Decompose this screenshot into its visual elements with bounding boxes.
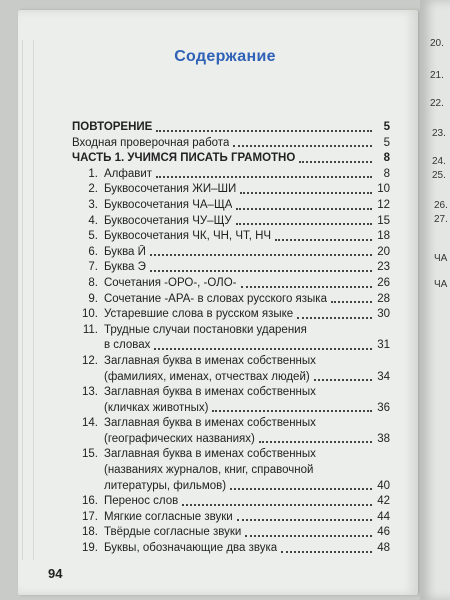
toc-item-number: 7.: [88, 261, 98, 274]
toc-items: [72, 167, 390, 557]
toc-item-number: 3.: [88, 198, 98, 211]
toc-item-page: 8: [383, 167, 390, 180]
toc-item-number: 1.: [88, 167, 98, 180]
toc-item-label: Буквосочетания ЧК, ЧН, ЧТ, НЧ: [104, 230, 272, 243]
leader-dots: [314, 379, 372, 381]
toc-item: [72, 198, 390, 214]
toc-item: [72, 276, 390, 292]
toc-item: [72, 307, 390, 323]
toc-entry-label: Входная проверочная работа: [72, 136, 230, 149]
toc-item-label: Алфавит: [104, 167, 153, 180]
toc-item-label: Заглавная буква в именах собственных: [104, 354, 316, 367]
leader-dots: [230, 488, 372, 490]
right-page-fragment: 23.: [432, 128, 446, 139]
toc-item: [72, 260, 390, 276]
page-number: 94: [48, 566, 63, 581]
toc-item-label: (кличках животных): [104, 401, 209, 414]
toc-item-label: (названиях журналов, книг, справочной: [104, 464, 314, 477]
toc-item-page: 44: [377, 510, 390, 523]
toc-item-number: 4.: [88, 214, 98, 227]
toc-item-continuation: [72, 370, 390, 386]
toc-item-label: литературы, фильмов): [104, 479, 227, 492]
toc-item-number: 19.: [82, 542, 98, 555]
toc-item: [72, 323, 390, 339]
leader-dots: [236, 208, 372, 210]
right-page-fragment: 24.: [432, 156, 446, 167]
toc-item-label: Заглавная буква в именах собственных: [104, 417, 316, 430]
toc-item-continuation: [72, 463, 390, 479]
toc-item-label: в словах: [104, 339, 151, 352]
toc-entry-page: 8: [383, 152, 390, 165]
toc-item-label: Трудные случаи постановки ударения: [104, 323, 307, 336]
toc-item-continuation: [72, 401, 390, 417]
toc-item-page: 42: [377, 495, 390, 508]
toc-item-page: 18: [377, 230, 390, 243]
toc-item-page: 26: [377, 276, 390, 289]
toc-item-number: 5.: [88, 230, 98, 243]
toc-item-label: Заглавная буква в именах собственных: [104, 386, 316, 399]
right-page-fragment: ЧА: [434, 279, 448, 290]
toc-item-number: 13.: [82, 386, 98, 399]
right-page-fragment: 27.: [434, 214, 448, 225]
toc-item: [72, 385, 390, 401]
toc-item-page: 31: [377, 339, 390, 352]
right-page-fragment: 20.: [430, 38, 444, 49]
toc-item: [72, 182, 390, 198]
leader-dots: [297, 317, 372, 319]
toc-item-page: 36: [377, 401, 390, 414]
toc-item-page: 12: [377, 198, 390, 211]
toc-item-label: Буквосочетания ЖИ–ШИ: [104, 183, 237, 196]
toc-item-page: 38: [377, 432, 390, 445]
leader-dots: [156, 130, 372, 132]
toc-item-page: 28: [377, 292, 390, 305]
toc-item-number: 14.: [82, 417, 98, 430]
toc-entry-review: [72, 120, 390, 136]
toc-item-number: 18.: [82, 526, 98, 539]
toc-item: [72, 525, 390, 541]
leader-dots: [240, 192, 372, 194]
toc-item-number: 16.: [82, 495, 98, 508]
toc-item-label: Буквосочетания ЧУ–ЩУ: [104, 214, 232, 227]
toc-item: [72, 229, 390, 245]
toc-item-label: Перенос слов: [104, 495, 179, 508]
toc-item-number: 6.: [88, 245, 98, 258]
toc-item: [72, 494, 390, 510]
toc-item-label: (фамилиях, именах, отчествах людей): [104, 370, 310, 383]
right-page-fragment: 21.: [430, 70, 444, 81]
right-page-fragment: 25.: [432, 170, 446, 181]
right-page: [420, 0, 450, 600]
toc-item-continuation: [72, 432, 390, 448]
page-title: Содержание: [174, 48, 276, 65]
right-page-fragment: 22.: [430, 98, 444, 109]
toc-item-label: Буквы, обозначающие два звука: [104, 542, 278, 555]
toc-item-number: 17.: [82, 510, 98, 523]
toc-item-number: 9.: [88, 292, 98, 305]
toc-item-label: Устаревшие слова в русском языке: [104, 308, 294, 321]
toc-item-number: 11.: [82, 323, 98, 336]
leader-dots: [182, 504, 372, 506]
toc-item: [72, 416, 390, 432]
leader-dots: [156, 176, 372, 178]
leader-dots: [259, 441, 372, 443]
leader-dots: [299, 161, 372, 163]
toc-item-label: Буква Й: [104, 245, 146, 258]
toc-item-page: 40: [377, 479, 390, 492]
toc-item-page: 23: [377, 261, 390, 274]
toc-item-page: 15: [377, 214, 390, 227]
leader-dots: [150, 270, 372, 272]
toc-item-label: Твёрдые согласные звуки: [104, 526, 242, 539]
leader-dots: [233, 145, 372, 147]
toc-item-page: 10: [377, 183, 390, 196]
toc-entry-page: 5: [383, 121, 390, 133]
toc-item: [72, 354, 390, 370]
toc-item-page: 48: [377, 542, 390, 555]
toc-item-number: 10.: [82, 308, 98, 321]
leader-dots: [275, 239, 372, 241]
leader-dots: [281, 551, 372, 553]
toc-item: [72, 510, 390, 526]
toc-item-continuation: [72, 338, 390, 354]
toc-item: [72, 292, 390, 308]
page-stack-edge: [22, 40, 34, 560]
toc-item-number: 12.: [82, 354, 98, 367]
toc-item: [72, 167, 390, 183]
toc-item-number: 8.: [88, 276, 98, 289]
leader-dots: [154, 348, 372, 350]
toc-item: [72, 447, 390, 463]
toc-item-page: 34: [377, 370, 390, 383]
toc-item-label: Заглавная буква в именах собственных: [104, 448, 316, 461]
toc-item-label: Сочетание -АРА- в словах русского языка: [104, 292, 327, 305]
toc-entry-page: 5: [383, 136, 390, 149]
toc-item: [72, 245, 390, 261]
toc-item-page: 30: [377, 308, 390, 321]
toc-item-number: 2.: [88, 183, 98, 196]
toc-entry-label: ЧАСТЬ 1. УЧИМСЯ ПИСАТЬ ГРАМОТНО: [72, 152, 296, 165]
leader-dots: [241, 286, 372, 288]
toc-entry-entry-test: [72, 136, 390, 152]
toc-item: [72, 214, 390, 230]
toc-entry-part1: [72, 151, 390, 167]
toc-item-label: Буква Э: [104, 261, 146, 274]
toc-item-label: Буквосочетания ЧА–ЩА: [104, 198, 233, 211]
toc-item-number: 15.: [82, 448, 98, 461]
right-page-fragment: 26.: [434, 200, 448, 211]
toc-item-page: 46: [377, 526, 390, 539]
right-page-fragment: ЧА: [434, 253, 448, 264]
table-of-contents: [72, 120, 390, 557]
toc-item: [72, 541, 390, 557]
toc-entry-label: ПОВТОРЕНИЕ: [72, 121, 153, 133]
leader-dots: [212, 410, 372, 412]
leader-dots: [245, 535, 372, 537]
toc-item-page: 20: [377, 245, 390, 258]
toc-item-label: (географических названиях): [104, 432, 255, 445]
toc-item-label: Сочетания -ОРО-, -ОЛО-: [104, 276, 237, 289]
leader-dots: [331, 301, 372, 303]
leader-dots: [150, 254, 372, 256]
leader-dots: [236, 223, 372, 225]
toc-item-label: Мягкие согласные звуки: [104, 510, 233, 523]
leader-dots: [237, 519, 372, 521]
toc-item-continuation: [72, 479, 390, 495]
